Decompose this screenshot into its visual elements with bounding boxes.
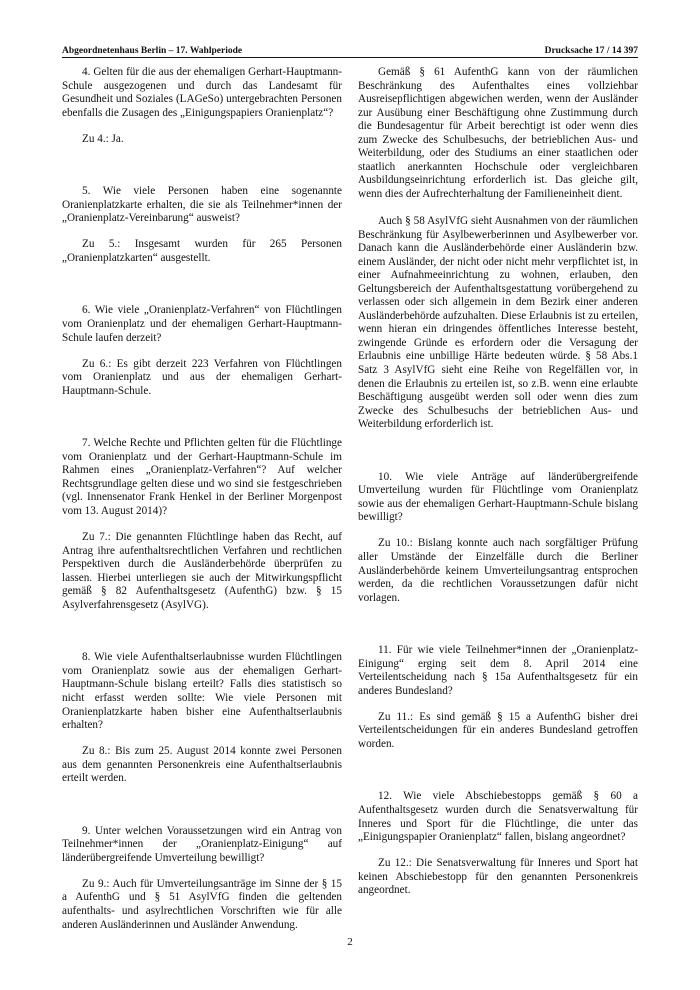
left-column: [62, 66, 342, 932]
header-divider: [62, 57, 638, 58]
question-7: 7. Welche Rechte und Pflichten gelten für die Flüchtlinge vom Oranienplatz und der Gerhart-Hauptmann-Schule im Rahmen eines „Oranienplatz-Verfahren“? Auf welcher Rechtsgrundlage gelten diese und wo sind sie festgeschrieben (vgl. Innensenator Frank Henkel in der Berliner Morgenpost vom 13. August 2014)?: [62, 437, 342, 517]
answer-11: Zu 11.: Es sind gemäß § 15 a AufenthG bisher drei Verteilentscheidungen für ein anderes Bundesland getroffen worden.: [358, 710, 638, 750]
answer-9-continued: Gemäß § 61 AufenthG kann von der räumlichen Beschränkung des Aufenthaltes eines vollziehbar Ausreisepflichtigen abgewichen werden, wenn der Ausländer zur Ausübung einer Beschäftigung ohne Zustimmung durch die Bundesagentur für Arbeit berechtigt ist oder wenn dies zum Zwecke des Schulbesuchs, der betrieblichen Aus- und Weiterbildung, oder des Studiums an einer staatlichen oder staatlich anerkannten Hochschule oder vergleichbaren Ausbildungseinrichtung erforderlich ist. Das gleiche gilt, wenn dies der Aufrechterhaltung der Familieneinheit dient.: [358, 66, 638, 200]
answer-5: Zu 5.: Insgesamt wurden für 265 Personen „Oranienplatzkarten“ ausgestellt.: [62, 238, 342, 264]
answer-6: Zu 6.: Es gibt derzeit 223 Verfahren von Flüchtlingen vom Oranienplatz und aus der ehemaligen Gerhart-Hauptmann-Schule.: [62, 357, 342, 397]
question-6: 6. Wie viele „Oranienplatz-Verfahren“ von Flüchtlingen vom Oranienplatz und der ehemaligen Gerhart-Hauptmann-Schule laufen derzeit?: [62, 304, 342, 344]
answer-4: Zu 4.: Ja.: [82, 132, 124, 145]
question-4: 4. Gelten für die aus der ehemaligen Gerhart-Hauptmann-Schule ausgezogenen und durch das Landesamt für Gesundheit und Soziales (LAGeSo) untergebrachten Personen ebenfalls die Zusagen des „Einigungspapiers Oranienplatz“?: [62, 66, 342, 119]
page-number: 2: [347, 936, 353, 948]
answer-9-asylvfg: Auch § 58 AsylVfG sieht Ausnahmen von der räumlichen Beschränkung für Asylbewerberinnen und Asylbewerber vor. Danach kann die Ausländerbehörde einer Ausländerin bzw. einem Ausländer, der nicht oder nicht mehr verpflichtet ist, in einer Aufnahmeeinrichtung zu wohnen, erlauben, den Geltungsbereich der Aufenthaltsgestattung vorübergehend zu verlassen oder sich allgemein in dem Bezirk einer anderen Ausländerbehörde aufzuhalten. Diese Erlaubnis ist zu erteilen, wenn hieran ein dringendes öffentliches Interesse besteht, zwingende Gründe es erfordern oder die Versagung der Erlaubnis eine unbillige Härte bedeuten würde. § 58 Abs.1 Satz 3 AsylVfG sieht eine Reihe von Regelfällen vor, in denen die Erlaubnis zu erteilen ist, so z.B. wenn eine erlaubte Beschäftigung ausgeübt werden soll oder wenn dies zum Zwecke des Schulbesuchs der betrieblichen Aus- und Weiterbildung erforderlich ist.: [358, 214, 638, 431]
answer-7: Zu 7.: Die genannten Flüchtlinge haben das Recht, auf Antrag ihre aufenthaltsrechtlichen Verfahren und rechtlichen Perspektiven durch die Ausländerbehörde überprüfen zu lassen. Hierbei unterliegen sie auch der Mitwirkungspflicht gemäß § 82 Aufenthaltsgesetz (AufenthG) bzw. § 15 Asylverfahrensgesetz (AsylVG).: [62, 531, 342, 611]
question-12: 12. Wie viele Abschiebestopps gemäß § 60 a Aufenthaltsgesetz wurden durch die Senatsverwaltung für Inneres und Sport für die Flüchtlinge, die unter das „Einigungspapier Oranienplatz“ fallen, bislang angeordnet?: [358, 790, 638, 844]
page-header: [62, 40, 638, 56]
answer-9: Zu 9.: Auch für Umverteilungsanträge im Sinne der § 15 a AufenthG und § 51 AsylVfG finden die geltenden aufenthalts- und asylrechtlichen Vorschriften wie für alle anderen Ausländerinnen und Ausländer Anwendung.: [62, 877, 342, 931]
question-11: 11. Für wie viele Teilnehmer*innen der „Oranienplatz-Einigung“ erging seit dem 8. April 2014 eine Verteilentscheidung nach § 15a Aufenthaltsgesetz für ein anderes Bundesland?: [358, 644, 638, 697]
question-10: 10. Wie viele Anträge auf länderübergreifende Umverteilung wurden für Flüchtlinge vom Oranienplatz sowie aus der ehemaligen Gerhart-Hauptmann-Schule bislang bewilligt?: [358, 470, 638, 524]
header-title: Abgeordnetenhaus Berlin – 17. Wahlperiode: [62, 46, 243, 56]
answer-8: Zu 8.: Bis zum 25. August 2014 konnte zwei Personen aus dem genannten Personenkreis eine Aufenthaltserlaubnis erteilt werden.: [62, 745, 342, 785]
question-9: 9. Unter welchen Voraussetzungen wird ein Antrag von Teilnehmer*innen der „Oranienplatz-Einigung“ auf länderübergreifende Umverteilung bewilligt?: [62, 824, 342, 864]
question-8: 8. Wie viele Aufenthaltserlaubnisse wurden Flüchtlingen vom Oranienplatz sowie aus der ehemaligen Gerhart-Hauptmann-Schule bislang erteilt? Falls dies statistisch so nicht erfasst werden sollte: Wie viele Personen mit Oranienplatzkarte haben bisher eine Aufenthaltserlaubnis erhalten?: [62, 651, 342, 732]
answer-10: Zu 10.: Bislang konnte auch nach sorgfältiger Prüfung aller Umstände der Einzelfälle durch die Berliner Ausländerbehörde keinem Umverteilungsantrag entsprochen werden, da die rechtlichen Voraussetzungen dafür nicht vorlagen.: [358, 537, 638, 604]
header-document-number: Drucksache 17 / 14 397: [544, 46, 638, 56]
question-5: 5. Wie viele Personen haben eine sogenannte Oranienplatzkarte erhalten, die sie als Teilnehmer*innen der „Oranienplatz-Vereinbarung“ ausweist?: [62, 185, 342, 225]
answer-12: Zu 12.: Die Senatsverwaltung für Inneres und Sport hat keinen Abschiebestopp für den genannten Personenkreis angeordnet.: [358, 857, 638, 897]
right-column: [358, 66, 638, 898]
